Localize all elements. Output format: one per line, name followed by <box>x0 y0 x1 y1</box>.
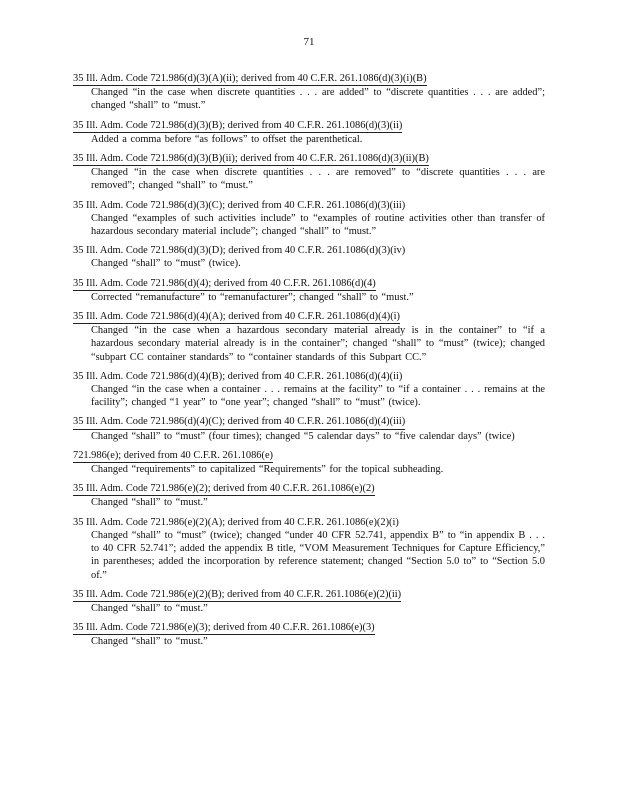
page-number: 71 <box>303 36 315 48</box>
revision-note-entry <box>73 516 545 582</box>
entry-description: Changed “in the case when a container . . . remains at the facility” to “if a container . . . remains at the facility”; changed “1 year” to “one year”; changed “shall” to “must” (twice). <box>91 384 545 409</box>
entry-description: Changed “shall” to “must” (twice); changed “under 40 CFR 52.741, appendix B” to “in appendix B . . . to 40 CFR 52.741”; added the appendix B title, “VOM Measurement Techniques for Capture Efficiency,” in parentheses; added the incorporation by reference statement; changed “Section 5.0 to” to “Section 5.0 of.” <box>91 529 545 581</box>
revision-note-entry <box>73 152 545 193</box>
entry-description: Added a comma before “as follows” to offset the parenthetical. <box>91 133 363 145</box>
revision-notes-list <box>73 72 545 655</box>
entry-citation: 35 Ill. Adm. Code 721.986(d)(4)(C); derived from 40 C.F.R. 261.1086(d)(4)(iii) <box>73 415 405 429</box>
revision-note-entry <box>73 310 545 364</box>
revision-note-entry <box>73 199 545 239</box>
entry-citation: 35 Ill. Adm. Code 721.986(e)(2); derived from 40 C.F.R. 261.1086(e)(2) <box>73 482 375 496</box>
entry-citation: 35 Ill. Adm. Code 721.986(e)(3); derived from 40 C.F.R. 261.1086(e)(3) <box>73 621 375 635</box>
revision-note-entry <box>73 277 545 304</box>
entry-description: Changed “requirements” to capitalized “Requirements” for the topical subheading. <box>91 464 444 476</box>
entry-citation: 35 Ill. Adm. Code 721.986(d)(3)(A)(ii); derived from 40 C.F.R. 261.1086(d)(3)(i)(B) <box>73 72 427 86</box>
revision-note-entry <box>73 244 545 270</box>
entry-citation: 35 Ill. Adm. Code 721.986(d)(3)(C); derived from 40 C.F.R. 261.1086(d)(3)(iii) <box>73 199 406 211</box>
revision-note-entry <box>73 119 545 146</box>
entry-citation: 35 Ill. Adm. Code 721.986(d)(4); derived from 40 C.F.R. 261.1086(d)(4) <box>73 277 376 291</box>
entry-citation: 721.986(e); derived from 40 C.F.R. 261.1086(e) <box>73 449 273 463</box>
entry-citation: 35 Ill. Adm. Code 721.986(d)(3)(D); derived from 40 C.F.R. 261.1086(d)(3)(iv) <box>73 245 406 257</box>
entry-description: Changed “shall” to “must.” <box>91 497 208 509</box>
revision-note-entry <box>73 370 545 410</box>
entry-citation: 35 Ill. Adm. Code 721.986(d)(3)(B); derived from 40 C.F.R. 261.1086(d)(3)(ii) <box>73 119 402 133</box>
entry-description: Changed “shall” to “must” (twice). <box>91 258 241 270</box>
entry-citation: 35 Ill. Adm. Code 721.986(e)(2)(A); derived from 40 C.F.R. 261.1086(e)(2)(i) <box>73 516 399 528</box>
revision-note-entry <box>73 621 545 648</box>
revision-note-entry <box>73 588 545 615</box>
entry-citation: 35 Ill. Adm. Code 721.986(d)(4)(A); derived from 40 C.F.R. 261.1086(d)(4)(i) <box>73 310 400 324</box>
entry-description: Changed “in the case when discrete quantities . . . are removed” to “discrete quantities . . . are removed”; changed “shall” to “must.” <box>91 167 545 192</box>
entry-description: Changed “in the case when discrete quantities . . . are added” to “discrete quantities . . . are added”; changed “shall” to “must.” <box>91 87 545 112</box>
entry-description: Corrected “remanufacture” to “remanufacturer”; changed “shall” to “must.” <box>91 291 414 303</box>
entry-description: Changed “examples of such activities include” to “examples of routine activities other than transfer of hazardous secondary material include”; changed “shall” to “must.” <box>91 212 545 238</box>
revision-note-entry <box>73 449 545 476</box>
entry-description: Changed “shall” to “must.” <box>91 636 208 648</box>
revision-note-entry <box>73 415 545 442</box>
revision-note-entry <box>73 72 545 113</box>
entry-description: Changed “shall” to “must.” <box>91 602 208 614</box>
entry-citation: 35 Ill. Adm. Code 721.986(d)(4)(B); derived from 40 C.F.R. 261.1086(d)(4)(ii) <box>73 370 403 382</box>
entry-citation: 35 Ill. Adm. Code 721.986(d)(3)(B)(ii); derived from 40 C.F.R. 261.1086(d)(3)(ii)(B) <box>73 152 429 166</box>
entry-description: Changed “in the case when a hazardous secondary material already is in the container” to “if a hazardous secondary material already is in the container”; changed “shall” to “must” (twice); changed “subpart CC container standards” to “container standards of this Subpart CC.” <box>91 325 545 363</box>
entry-description: Changed “shall” to “must” (four times); changed “5 calendar days” to “five calendar days” (twice) <box>91 430 515 442</box>
revision-note-entry <box>73 482 545 509</box>
entry-citation: 35 Ill. Adm. Code 721.986(e)(2)(B); derived from 40 C.F.R. 261.1086(e)(2)(ii) <box>73 588 401 602</box>
